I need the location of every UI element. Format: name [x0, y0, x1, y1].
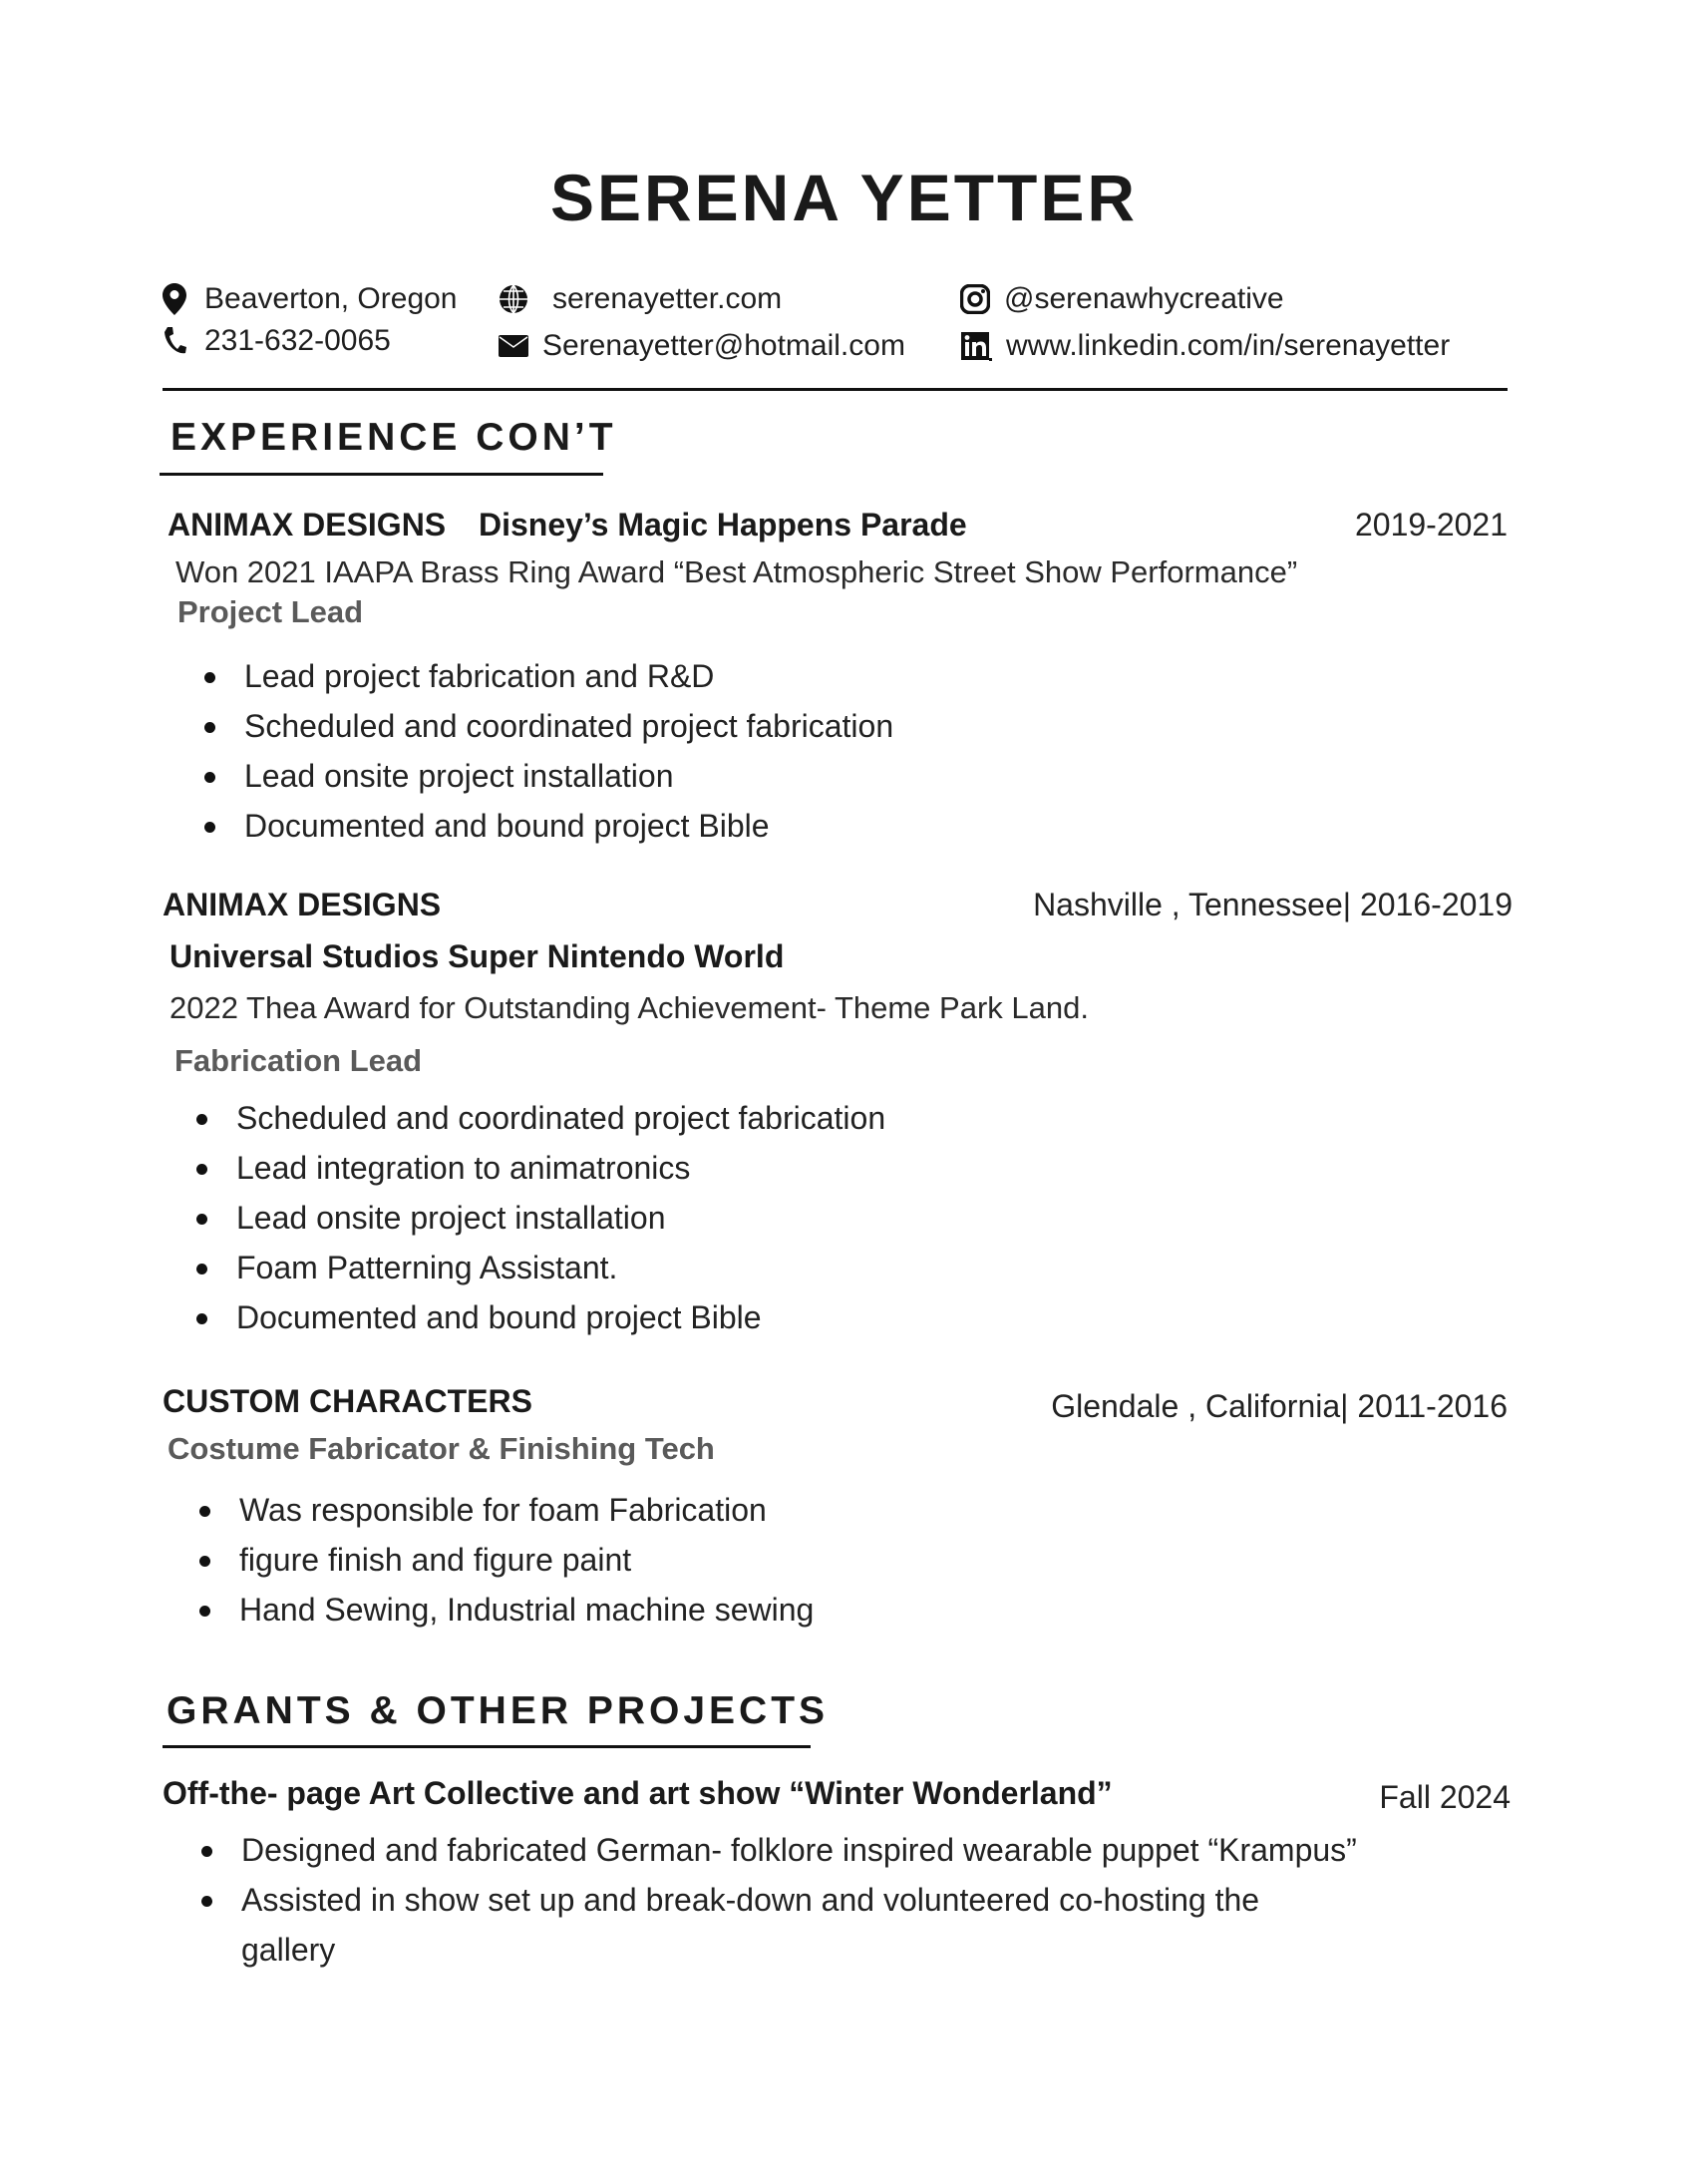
list-item: Hand Sewing, Industrial machine sewing: [199, 1585, 814, 1635]
job-3-date: Glendale , California| 2011-2016: [1051, 1388, 1508, 1424]
phone-icon: [163, 326, 186, 356]
section-underline-experience: [160, 473, 603, 476]
header-divider: [163, 388, 1508, 391]
section-title-grants: GRANTS & OTHER PROJECTS: [167, 1689, 830, 1732]
map-pin-icon: [163, 283, 186, 315]
list-item: Lead onsite project installation: [196, 1193, 885, 1243]
location-text: Beaverton, Oregon: [204, 282, 458, 315]
job-3-role: Costume Fabricator & Finishing Tech: [168, 1431, 715, 1466]
section-title-experience: EXPERIENCE CON’T: [170, 416, 617, 459]
job-3-bullet-list: [199, 1485, 814, 1635]
list-item: Designed and fabricated German- folklore inspired wearable puppet “Krampus”: [201, 1825, 1358, 1875]
job-1-company: ANIMAX DESIGNS: [168, 507, 447, 543]
job-1-project: Disney’s Magic Happens Parade: [479, 507, 967, 543]
instagram-link[interactable]: @serenawhycreative: [1004, 282, 1284, 315]
list-item: Scheduled and coordinated project fabrication: [204, 701, 893, 751]
contact-email: [499, 329, 905, 363]
linkedin-link[interactable]: www.linkedin.com/in/serenayetter: [1006, 329, 1451, 362]
envelope-icon: [499, 335, 528, 357]
job-1-role: Project Lead: [177, 594, 364, 629]
grant-1-project: Off-the- page Art Collective and art show “Winter Wonderland”: [163, 1775, 1113, 1811]
job-2-date: Nashville , Tennessee| 2016-2019: [1033, 887, 1513, 922]
list-item: Lead onsite project installation: [204, 751, 893, 801]
list-item: Scheduled and coordinated project fabrication: [196, 1093, 885, 1143]
email-link[interactable]: Serenayetter@hotmail.com: [542, 329, 905, 362]
job-1-bullet-list: [204, 651, 893, 851]
job-2-award: 2022 Thea Award for Outstanding Achievement- Theme Park Land.: [169, 990, 1089, 1025]
list-item: Lead integration to animatronics: [196, 1143, 885, 1193]
grant-1-bullet-list: [201, 1825, 1358, 1975]
list-item: figure finish and figure paint: [199, 1535, 814, 1585]
job-2-role: Fabrication Lead: [174, 1043, 423, 1078]
globe-icon: [499, 284, 528, 314]
website-link[interactable]: serenayetter.com: [552, 282, 783, 315]
contact-linkedin: [960, 329, 1450, 363]
job-2-bullet-list: [196, 1093, 885, 1342]
resume-name: SERENA YETTER: [549, 161, 1139, 234]
contact-phone: [163, 324, 391, 358]
contact-website: [499, 282, 782, 316]
job-2-project: Universal Studios Super Nintendo World: [169, 938, 785, 974]
job-1-award: Won 2021 IAAPA Brass Ring Award “Best Atmospheric Street Show Performance”: [175, 554, 1298, 589]
job-2-company: ANIMAX DESIGNS: [163, 887, 442, 922]
list-item: Foam Patterning Assistant.: [196, 1243, 885, 1292]
job-1-date: 2019-2021: [1354, 507, 1508, 543]
contact-location: [163, 282, 458, 316]
list-item: Documented and bound project Bible: [204, 801, 893, 851]
job-3-company: CUSTOM CHARACTERS: [163, 1383, 532, 1419]
phone-text[interactable]: 231-632-0065: [204, 324, 391, 357]
instagram-icon: [960, 284, 990, 314]
contact-instagram: [960, 282, 1284, 316]
section-underline-grants: [163, 1745, 811, 1748]
list-item: Lead project fabrication and R&D: [204, 651, 893, 701]
linkedin-icon: [960, 331, 992, 361]
list-item: Assisted in show set up and break-down and volunteered co-hosting the gallery: [201, 1875, 1358, 1975]
list-item: Was responsible for foam Fabrication: [199, 1485, 814, 1535]
grant-1-date: Fall 2024: [1379, 1779, 1511, 1815]
list-item: Documented and bound project Bible: [196, 1292, 885, 1342]
